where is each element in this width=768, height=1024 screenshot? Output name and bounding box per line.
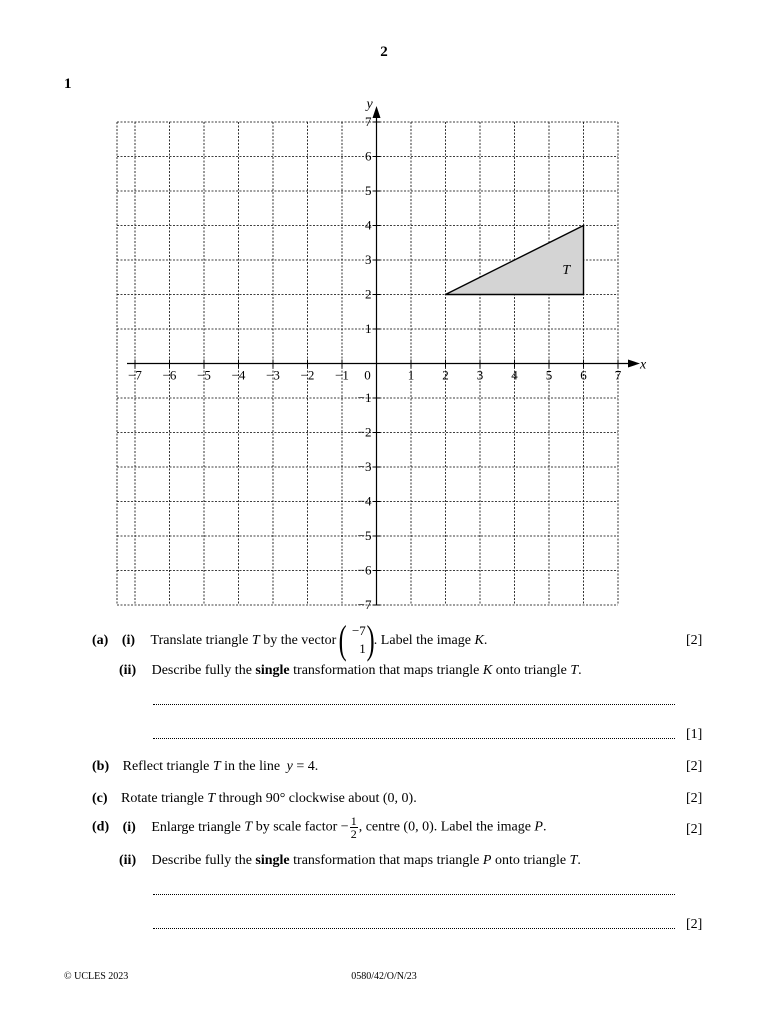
marks-b: [2] (686, 759, 703, 774)
answer-line[interactable] (153, 893, 675, 895)
question-text: through 90° clockwise about (0, 0). (215, 791, 417, 806)
x-tick-label: 4 (511, 367, 518, 383)
question-d-ii (119, 852, 581, 870)
x-tick-label: −7 (128, 367, 142, 383)
vector-left-paren: ( (338, 617, 347, 662)
y-tick-label: −4 (357, 493, 372, 509)
triangle-label-T: T (562, 262, 571, 278)
part-label-c: (c) (92, 791, 108, 806)
y-tick-label: −6 (357, 562, 372, 578)
y-tick-label: 7 (365, 114, 372, 129)
shape-name: T (212, 759, 221, 774)
column-vector (338, 617, 376, 662)
marks-d-ii: [2] (686, 917, 703, 932)
part-label-a: (a) (92, 633, 109, 649)
image-name: P (534, 819, 543, 835)
question-text: . Label the image (373, 633, 475, 649)
y-tick-label: −1 (357, 390, 372, 405)
question-text: Translate triangle (150, 633, 252, 649)
question-text: onto triangle (491, 853, 570, 868)
question-text: , centre (0, 0). Label the image (358, 819, 535, 835)
y-axis-arrow (373, 106, 381, 118)
question-text: . (577, 853, 581, 868)
question-text: Enlarge triangle (151, 819, 245, 835)
shape-name: T (207, 791, 216, 806)
bold-word: single (255, 853, 290, 868)
x-tick-label: 2 (442, 367, 449, 383)
question-number: 1 (64, 76, 72, 92)
y-tick-label: 1 (365, 321, 372, 336)
y-tick-label: 4 (365, 217, 372, 233)
question-a-i (92, 617, 488, 662)
part-label-b: (b) (92, 759, 110, 774)
question-text: Reflect triangle (122, 759, 213, 774)
x-tick-label: 1 (407, 367, 415, 383)
answer-line[interactable] (153, 703, 675, 705)
question-text: Describe fully the (151, 663, 256, 678)
line-equation: = 4. (292, 759, 319, 774)
question-text: transformation that maps triangle (289, 663, 483, 678)
y-tick-label: −7 (357, 597, 372, 612)
answer-line[interactable] (153, 927, 675, 929)
question-text: . (578, 663, 582, 678)
y-axis-label: y (366, 97, 373, 112)
x-tick-label: 3 (476, 367, 484, 383)
y-tick-label: 5 (365, 183, 372, 198)
question-text: . (542, 819, 547, 835)
subpart-label-a-ii: (ii) (119, 663, 137, 678)
x-tick-label: −3 (266, 367, 280, 383)
bold-word: single (255, 663, 290, 678)
shape-name: T (251, 633, 260, 649)
y-tick-label: 2 (365, 286, 372, 302)
question-text: transformation that maps triangle (289, 853, 483, 868)
x-tick-label: −1 (335, 367, 349, 383)
question-b (92, 758, 318, 776)
marks-a-ii: [1] (686, 727, 703, 742)
question-text: in the line (220, 759, 284, 774)
shape-name: K (482, 663, 493, 678)
page-number: 2 (380, 44, 388, 60)
marks-a-i: [2] (686, 633, 703, 648)
fraction-numerator: 1 (350, 814, 357, 828)
x-tick-label: 6 (580, 367, 587, 383)
question-c (92, 790, 417, 808)
question-text: . (483, 633, 488, 649)
y-tick-label: −3 (357, 459, 372, 474)
question-text: Rotate triangle (121, 791, 208, 806)
fraction-denominator: 2 (350, 827, 357, 841)
subpart-label-d-ii: (ii) (119, 853, 137, 868)
footer-copyright: © UCLES 2023 (64, 971, 129, 982)
question-text: Describe fully the (151, 853, 256, 868)
origin-label: 0 (364, 367, 371, 383)
x-tick-label: 5 (545, 367, 553, 383)
subpart-label-a-i: (i) (121, 633, 136, 649)
shape-name: P (482, 853, 492, 868)
vector-bottom: 1 (359, 641, 366, 656)
marks-d-i: [2] (686, 822, 703, 837)
x-axis-label: x (640, 357, 647, 373)
shape-name: T (570, 663, 579, 678)
y-tick-label: −5 (357, 528, 372, 543)
vector-top: −7 (351, 623, 366, 638)
answer-line[interactable] (153, 737, 675, 739)
shape-name: T (569, 853, 578, 868)
question-a-ii (119, 662, 582, 680)
x-tick-label: 7 (614, 367, 622, 383)
question-text: by the vector (259, 633, 337, 649)
line-variable: y (286, 759, 293, 774)
y-tick-label: 3 (365, 252, 372, 267)
scale-fraction (350, 815, 358, 840)
image-name: K (474, 633, 484, 649)
x-axis-arrow (628, 360, 640, 368)
x-tick-label: −4 (231, 367, 246, 383)
question-text: by scale factor − (252, 819, 349, 835)
y-tick-label: 6 (365, 148, 372, 164)
x-tick-label: −5 (197, 367, 211, 383)
x-tick-label: −6 (162, 367, 177, 383)
part-label-d: (d) (92, 819, 110, 835)
footer-code: 0580/42/O/N/23 (351, 971, 417, 982)
question-d-i (92, 815, 546, 840)
x-tick-label: −2 (300, 367, 315, 383)
question-text: onto triangle (492, 663, 571, 678)
vector-right-paren: ) (367, 617, 376, 662)
shape-name: T (244, 819, 253, 835)
subpart-label-d-i: (i) (122, 819, 136, 835)
marks-c: [2] (686, 791, 703, 806)
y-tick-label: −2 (357, 424, 372, 440)
